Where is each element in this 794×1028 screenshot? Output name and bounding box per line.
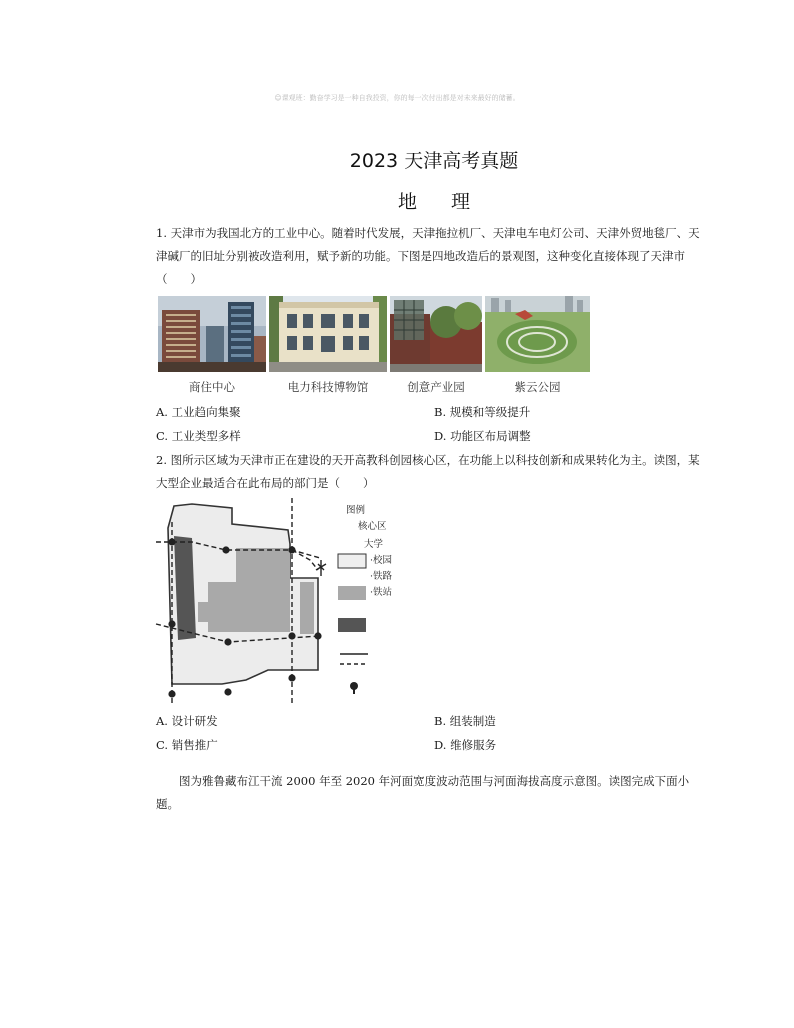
watermark: ☺课观班：勤奋学习是一种自我投资，你的每一次付出都是对未来最好的储蓄。 <box>274 94 520 102</box>
subject-heading <box>0 187 794 214</box>
subject-char-1: 地 <box>397 191 417 213</box>
page-title: 2023 天津高考真题 <box>349 150 519 172</box>
photo-ziyun-park <box>485 296 590 372</box>
q1-option-c[interactable]: C. 工业类型多样 <box>156 429 241 443</box>
caption-power-museum: 电力科技博物馆 <box>287 380 369 394</box>
photo-commercial-center <box>158 296 266 372</box>
photo-power-museum <box>269 296 387 372</box>
q1-option-d[interactable]: D. 功能区布局调整 <box>434 429 531 443</box>
caption-creative-park: 创意产业园 <box>407 380 465 394</box>
question-2-text: 2. 图所示区域为天津市正在建设的天开高教科创园核心区，在功能上以科技创新和成果转化为主。读图，某大型企业最适合在此布局的部门是（ ） <box>156 453 700 490</box>
q1-option-a[interactable]: A. 工业趋向集聚 <box>156 405 241 419</box>
legend-label-campus: ·校园 <box>370 555 393 566</box>
station-symbol-icon <box>350 682 358 694</box>
caption-ziyun-park: 紫云公园 <box>514 380 561 394</box>
caption-commercial-center: 商住中心 <box>189 380 235 394</box>
legend-label-core: 核心区 <box>358 521 387 532</box>
q2-option-d[interactable]: D. 维修服务 <box>434 738 497 752</box>
q2-option-b[interactable]: B. 组装制造 <box>434 714 496 728</box>
map-legend <box>336 498 426 708</box>
q1-option-b[interactable]: B. 规模和等级提升 <box>434 405 531 419</box>
photo-creative-park <box>390 296 482 372</box>
question-1-text: 1. 天津市为我国北方的工业中心。随着时代发展，天津拖拉机厂、天津电车电灯公司、天津外贸地毯厂、天津碱厂的旧址分别被改造利用，赋予新的功能。下图是四地改造后的景观图，这种变化直接体现了天津市（ ） <box>156 226 700 286</box>
intro-paragraph: 图为雅鲁藏布江干流 2000 年至 2020 年河面宽度波动范围与河面海拔高度示意图。读图完成下面小题。 <box>156 773 690 811</box>
subject-char-2: 理 <box>451 191 471 213</box>
q2-option-c[interactable]: C. 销售推广 <box>156 738 218 752</box>
legend-title: 图例 <box>346 505 366 516</box>
q2-option-a[interactable]: A. 设计研发 <box>156 714 218 728</box>
legend-label-university: 大学 <box>364 539 384 550</box>
legend-label-railway: ·铁路 <box>370 571 393 582</box>
legend-label-station: ·铁站 <box>370 587 393 598</box>
